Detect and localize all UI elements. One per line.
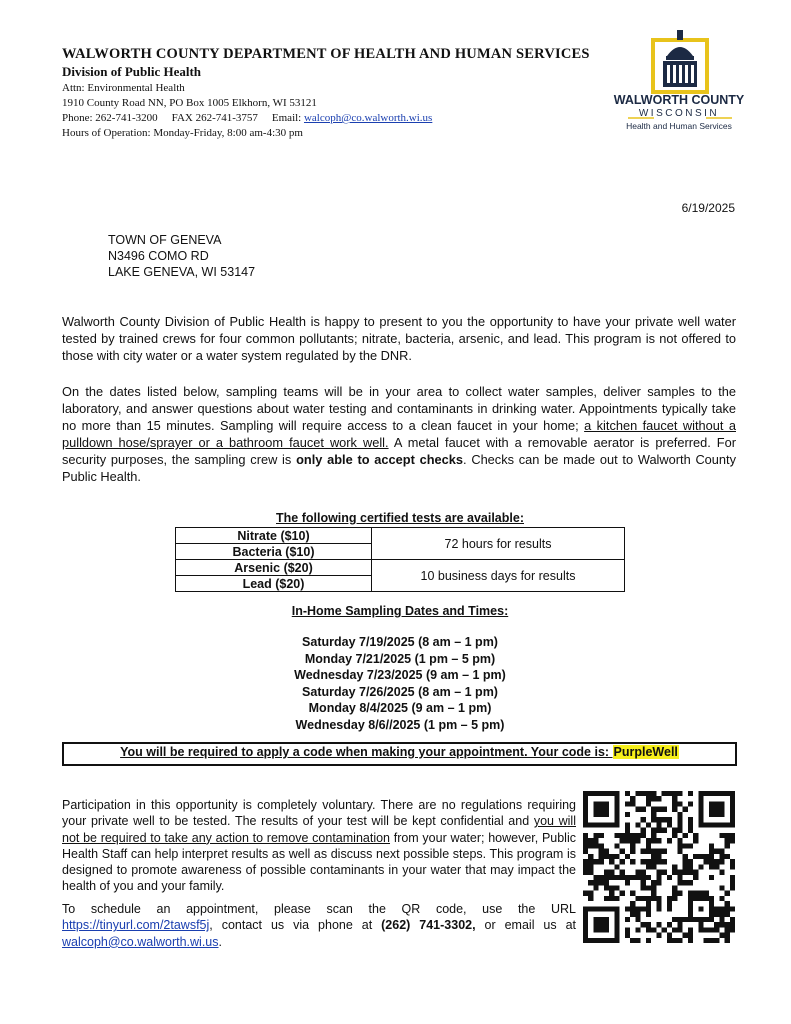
division-name: Division of Public Health bbox=[62, 64, 202, 79]
participation-text-2: from your water; however, Public Health Staff can help interpret results as well as discuss next possible steps. This program is designed to promote awareness of possible contaminants in your water that may impact the health of you and your family. bbox=[62, 830, 576, 894]
sampling-info-text: On the dates listed below, sampling teams will be in your area to collect water samples, deliver samples to the laboratory, and answer questions about water testing and contaminants in drinking water. Appointments typically take no more than 15 minutes. Sampling will require access to a clean faucet in your home; bbox=[62, 384, 736, 433]
list-item: Saturday 7/26/2025 (8 am – 1 pm) bbox=[302, 684, 498, 699]
org-name: WALWORTH COUNTY DEPARTMENT OF HEALTH AND HUMAN SERVICES bbox=[62, 46, 590, 62]
tests-table-title: The following certified tests are available: bbox=[276, 511, 524, 525]
mailing-address: 1910 County Road NN, PO Box 1005 Elkhorn, WI 53121 bbox=[62, 97, 317, 109]
table-row bbox=[176, 528, 625, 544]
result-time: 72 hours for results bbox=[372, 528, 625, 560]
code-notice bbox=[62, 745, 737, 759]
schedule-text: To schedule an appointment, please scan the QR code, use the URL bbox=[62, 902, 576, 916]
list-item: Monday 8/4/2025 (9 am – 1 pm) bbox=[308, 701, 492, 716]
recipient-city: LAKE GENEVA, WI 53147 bbox=[108, 265, 256, 279]
attention-line: Attn: Environmental Health bbox=[62, 82, 185, 94]
table-row bbox=[176, 560, 625, 576]
test-name: Lead ($20) bbox=[176, 576, 372, 592]
schedule-phone: (262) 741-3302, bbox=[381, 918, 476, 933]
test-name: Arsenic ($20) bbox=[176, 560, 372, 576]
test-name: Nitrate ($10) bbox=[176, 528, 372, 544]
list-item: Wednesday 8/6//2025 (1 pm – 5 pm) bbox=[295, 717, 505, 732]
intro-paragraph: Walworth County Division of Public Health is happy to present to you the opportunity to have your private well water tested by trained crews for four common pollutants; nitrate, bacteria, arsenic, and lead. This program is not offered to those with city water or a water system regulated by the DNR. bbox=[62, 314, 736, 363]
logo-subtitle: Health and Human Services bbox=[626, 121, 732, 131]
contact-line bbox=[62, 112, 432, 124]
checks-only-note: only able to accept checks bbox=[296, 452, 464, 467]
appointment-code: PurpleWell bbox=[613, 745, 678, 759]
schedule-text-4: . bbox=[218, 934, 222, 949]
no-action-note: you will not be required to take any action to remove contamination bbox=[62, 814, 576, 845]
faucet-note: a kitchen faucet without a pulldown hose/sprayer or a bathroom faucet work well. bbox=[62, 418, 736, 450]
letter-date: 6/19/2025 bbox=[681, 201, 735, 215]
logo-county-name: WALWORTH COUNTY bbox=[613, 93, 745, 107]
code-notice-text: You will be required to apply a code when making your appointment. Your code is: bbox=[120, 745, 613, 759]
qr-code-icon[interactable] bbox=[583, 791, 735, 943]
sampling-dates-title: In-Home Sampling Dates and Times: bbox=[291, 604, 509, 618]
schedule-email-link[interactable]: walcoph@co.walworth.wi.us bbox=[62, 934, 219, 949]
list-item: Monday 7/21/2025 (1 pm – 5 pm) bbox=[304, 651, 496, 666]
phone-number: Phone: 262-741-3200 bbox=[62, 112, 158, 124]
header-email-link[interactable]: walcoph@co.walworth.wi.us bbox=[303, 112, 433, 124]
fax-number: FAX 262-741-3757 bbox=[171, 112, 258, 124]
participation-text: Participation in this opportunity is completely voluntary. There are no regulations requiring your private well to be tested. The results of your test will be kept confidential and bbox=[62, 798, 576, 829]
office-hours: Hours of Operation: Monday-Friday, 8:00 am-4:30 pm bbox=[62, 127, 303, 139]
sampling-dates-list bbox=[175, 634, 625, 734]
result-time: 10 business days for results bbox=[372, 560, 625, 592]
participation-paragraph bbox=[62, 797, 576, 895]
sampling-info-paragraph bbox=[62, 383, 736, 485]
logo-state-name: WISCONSIN bbox=[638, 108, 720, 119]
list-item: Wednesday 7/23/2025 (9 am – 1 pm) bbox=[294, 668, 506, 683]
recipient-name: TOWN OF GENEVA bbox=[108, 233, 222, 247]
schedule-url-link[interactable]: https://tinyurl.com/2tawsf5j bbox=[62, 918, 210, 933]
sampling-info-text-3: . Checks can be made out to Walworth County Public Health. bbox=[62, 452, 736, 484]
sampling-info-text-2: A metal faucet with a removable aerator is preferred. For security purposes, the sampling crew is bbox=[62, 435, 736, 467]
email-label: Email: bbox=[271, 112, 302, 124]
list-item: Saturday 7/19/2025 (8 am – 1 pm) bbox=[302, 635, 498, 649]
schedule-text-2: , contact us via phone at bbox=[209, 918, 382, 933]
tests-table bbox=[175, 527, 625, 592]
schedule-paragraph bbox=[62, 901, 576, 950]
test-name: Bacteria ($10) bbox=[176, 544, 372, 560]
schedule-text-3: or email us at bbox=[475, 918, 576, 933]
recipient-street: N3496 COMO RD bbox=[108, 249, 209, 263]
